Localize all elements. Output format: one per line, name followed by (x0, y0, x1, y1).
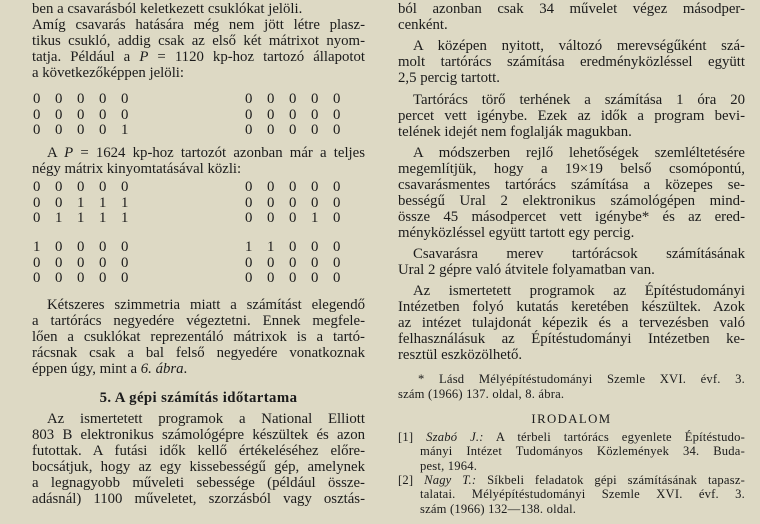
text-line: Az ismertetett programok a National Elliott (47, 411, 365, 427)
matrix (33, 180, 128, 227)
text-line: Kétszeres szimmetria miatt a számítást elegendő (47, 297, 365, 313)
text-line (32, 361, 365, 377)
text-line: ményközléssel együtt tartott egy percig. (398, 225, 635, 241)
text-line: négy mátrix kinyomtatásával közli: (32, 161, 242, 177)
matrix (245, 180, 340, 227)
matrix-row: 0 0 0 0 0 (33, 254, 129, 271)
reference-line (398, 473, 745, 487)
footnote (398, 372, 745, 402)
text-line: Az ismertetett programok az Építéstudományi (413, 283, 745, 299)
text-line: a következőképpen jelöli: (32, 65, 185, 81)
reference-text: A térbeli tartórács egyenlete Építéstudo- (483, 430, 745, 444)
matrix-row: 0 0 0 0 0 (33, 179, 129, 195)
text-line: ben a csavarásból keletkezett csuklókat jelöli. (32, 1, 303, 17)
text-line: adásnál) 1100 műveletet, szorzásból vagy osztás- (32, 491, 365, 507)
paragraph (32, 145, 365, 177)
matrix-row: 1 1 0 0 0 (245, 239, 341, 255)
reference-marker: [2] (398, 473, 414, 487)
matrix-row: 0 0 1 1 1 (33, 194, 129, 211)
paragraph (398, 38, 745, 86)
reference-entry (398, 430, 745, 473)
text-line: rácsnak csak a bal felső negyedére vonatkoznak (32, 345, 365, 361)
text-line: resztül eszközölhető. (398, 347, 523, 363)
text-line: tikus csukló, addig csak az első két mátrixot nyom- (32, 33, 365, 49)
text-line: cenként. (398, 17, 448, 33)
figure-reference: 6. ábra (140, 361, 184, 377)
text-segment: tatja. Például a (32, 49, 140, 65)
text-line: 803 B elektronikus számológépre készültek és azon (32, 427, 365, 443)
text-segment: = 1624 kp-hoz tartozót azonban már a teljes (73, 145, 365, 161)
section-heading: 5. A gépi számítás időtartama (99, 390, 298, 406)
matrix-pair-p1120 (32, 92, 365, 139)
matrix-row: 1 0 0 0 0 (33, 239, 129, 255)
matrix-row: 0 0 0 0 0 (245, 179, 341, 195)
text-line: lően a csuklókat reprezentáló mátrixok is a tartó- (32, 329, 365, 345)
text-line: molt tartórács számítása eredményközléssel együtt (398, 54, 745, 70)
text-line: csavarásmentes tartórács számítása a közepes se- (398, 177, 745, 193)
paragraph (398, 283, 745, 363)
paragraph (32, 1, 365, 81)
paragraph (398, 145, 745, 241)
paragraph (398, 92, 745, 140)
reference-text: Síkbeli feladatok gépi számításának tapasz- (476, 473, 746, 487)
matrix-pair-p1624-bottom (32, 240, 365, 287)
text-line: Csavarásra merev tartórácsok számításának (413, 246, 745, 262)
matrix-row: 0 0 0 0 0 (245, 106, 341, 123)
matrix-row: 0 0 0 0 0 (245, 254, 341, 271)
matrix (33, 92, 128, 139)
text-segment: . (183, 361, 188, 377)
paragraph (398, 246, 745, 278)
text-line: Amíg csavarás hatására még nem jött létre plasz- (32, 17, 365, 33)
paragraph (32, 411, 365, 507)
footnote-line: szám (1966) 137. oldal, 8. ábra. (398, 387, 565, 401)
text-segment: = 1120 kp-hoz tartozó állapotot (148, 49, 365, 65)
reference-entry (398, 473, 745, 516)
matrix-row: 0 1 1 1 1 (33, 210, 129, 227)
reference-line: pest, 1964. (420, 458, 478, 473)
matrix-pair-p1624-top (32, 180, 365, 227)
text-line: percet vett igénybe. Ezek az idők a program bevi- (398, 108, 745, 124)
paragraph (398, 1, 745, 33)
footnote-line: * Lásd Mélyépítéstudományi Szemle XVI. évf. 3. (418, 372, 745, 386)
text-line (32, 145, 365, 161)
matrix (245, 92, 340, 139)
text-line: 2,5 percig tartott. (398, 70, 500, 86)
text-segment: A (47, 145, 65, 161)
text-line: a legnagyobb műveleti sebessége (például össze- (32, 475, 365, 491)
variable-p: P (64, 145, 74, 161)
matrix (245, 240, 340, 287)
paragraph (32, 297, 365, 377)
matrix-row: 0 0 0 0 0 (33, 91, 129, 107)
reference-line (398, 430, 745, 444)
text-line: Tartórács törő terhének a számítása 1 óra 20 (413, 92, 745, 108)
text-line: ból azonban csak 34 művelet végez másodper- (398, 1, 745, 17)
matrix-row: 0 0 0 1 0 (245, 210, 341, 227)
matrix-row: 0 0 0 0 0 (245, 270, 341, 287)
matrix-row: 0 0 0 0 0 (245, 194, 341, 211)
text-line: Intézetben folyó kutatás keretében készültek. Azok (398, 299, 745, 315)
text-line: bocsátjuk, hogy az egy kissebességű gép, amelynek (32, 459, 365, 475)
text-line: az intézet tulajdonát képezik és a tervezésben való (398, 315, 745, 331)
matrix-row: 0 0 0 0 0 (245, 91, 341, 107)
text-line: A középen nyitott, változó merevségűként szá- (413, 38, 745, 54)
matrix-row: 0 0 0 0 0 (33, 106, 129, 123)
text-line: felhasználásuk az Építéstudományi Intézetben ke- (398, 331, 745, 347)
reference-line: mányi Intézet Tudományos Közlemények 34. Buda- (420, 444, 745, 459)
variable-p: P (139, 49, 149, 65)
reference-author: Nagy T.: (424, 473, 477, 487)
reference-author: Szabó J.: (426, 430, 484, 444)
matrix-row: 0 0 0 0 1 (33, 122, 129, 139)
matrix (33, 240, 128, 287)
text-line (32, 49, 365, 65)
text-line: megemlítjük, hogy a 19×19 belső csomópontú, (398, 161, 745, 177)
reference-line: szám (1966) 132—138. oldal. (420, 501, 577, 516)
text-line: a tartórács negyedére végeztetni. Ennek megfele- (32, 313, 365, 329)
text-line: össze 45 másodpercet vett igénybe* és az ered- (398, 209, 745, 225)
text-line: bességű Ural 2 elektronikus számológépen mind- (398, 193, 745, 209)
text-line: telének idejét nem foglalják magukban. (398, 124, 632, 140)
text-segment: éppen úgy, mint a (32, 361, 141, 377)
matrix-row: 0 0 0 0 0 (245, 122, 341, 139)
text-line: A módszerben rejlő lehetőségek szemléltetésére (413, 145, 745, 161)
references-heading: IRODALOM (531, 412, 612, 426)
text-line: Ural 2 gépre való átvitele folyamatban van. (398, 262, 655, 278)
reference-marker: [1] (398, 430, 414, 444)
text-line: futottak. A futási idők kellő értékeléséhez előre- (32, 443, 365, 459)
matrix-row: 0 0 0 0 0 (33, 270, 129, 287)
reference-line: talatai. Mélyépítéstudományi Szemle XVI. évf. 3. (420, 487, 745, 502)
